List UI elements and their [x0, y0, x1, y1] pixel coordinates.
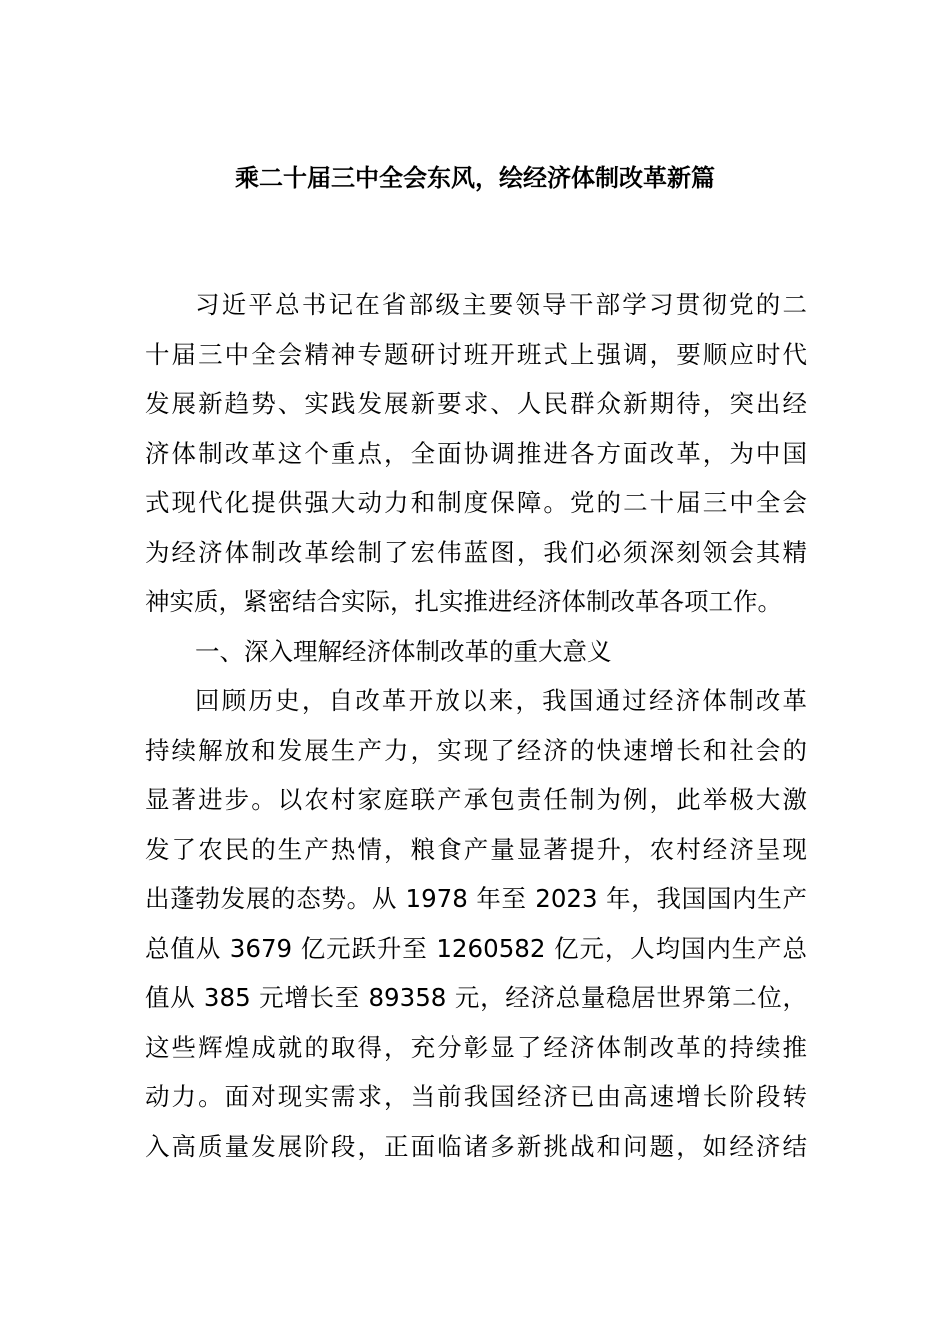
paragraph-line: 这些辉煌成就的取得，充分彰显了经济体制改革的持续推 — [145, 1032, 807, 1062]
paragraph-line: 神实质，紧密结合实际，扎实推进经济体制改革各项工作。 — [145, 587, 782, 616]
document-title: 乘二十届三中全会东风，绘经济体制改革新篇 — [235, 164, 715, 192]
paragraph-line: 动力。面对现实需求，当前我国经济已由高速增长阶段转 — [145, 1082, 807, 1111]
paragraph-line: 值从 385 元增长至 89358 元，经济总量稳居世界第二位， — [145, 983, 807, 1012]
paragraph-line: 为经济体制改革绘制了宏伟蓝图，我们必须深刻领会其精 — [145, 537, 807, 567]
paragraph-line: 济体制改革这个重点，全面协调推进各方面改革，为中国 — [145, 438, 807, 468]
paragraph-line: 式现代化提供强大动力和制度保障。党的二十届三中全会 — [145, 488, 807, 517]
paragraph-line: 发展新趋势、实践发展新要求、人民群众新期待，突出经 — [145, 389, 807, 418]
paragraph-line: 显著进步。以农村家庭联产承包责任制为例，此举极大激 — [145, 785, 807, 814]
paragraph-line: 总值从 3679 亿元跃升至 1260582 亿元，人均国内生产总 — [145, 933, 807, 963]
paragraph-line: 出蓬勃发展的态势。从 1978 年至 2023 年，我国国内生产 — [145, 884, 807, 913]
document-body — [145, 280, 807, 1171]
paragraph-line: 回顾历史，自改革开放以来，我国通过经济体制改革 — [195, 686, 807, 715]
paragraph-line: 习近平总书记在省部级主要领导干部学习贯彻党的二 — [195, 290, 807, 319]
paragraph-line: 持续解放和发展生产力，实现了经济的快速增长和社会的 — [145, 735, 807, 765]
paragraph-line: 十届三中全会精神专题研讨班开班式上强调，要顺应时代 — [145, 339, 807, 369]
paragraph-line: 入高质量发展阶段，正面临诸多新挑战和问题，如经济结 — [145, 1131, 807, 1161]
section-heading: 一、深入理解经济体制改革的重大意义 — [195, 636, 612, 666]
paragraph-line: 发了农民的生产热情，粮食产量显著提升，农村经济呈现 — [145, 834, 807, 864]
